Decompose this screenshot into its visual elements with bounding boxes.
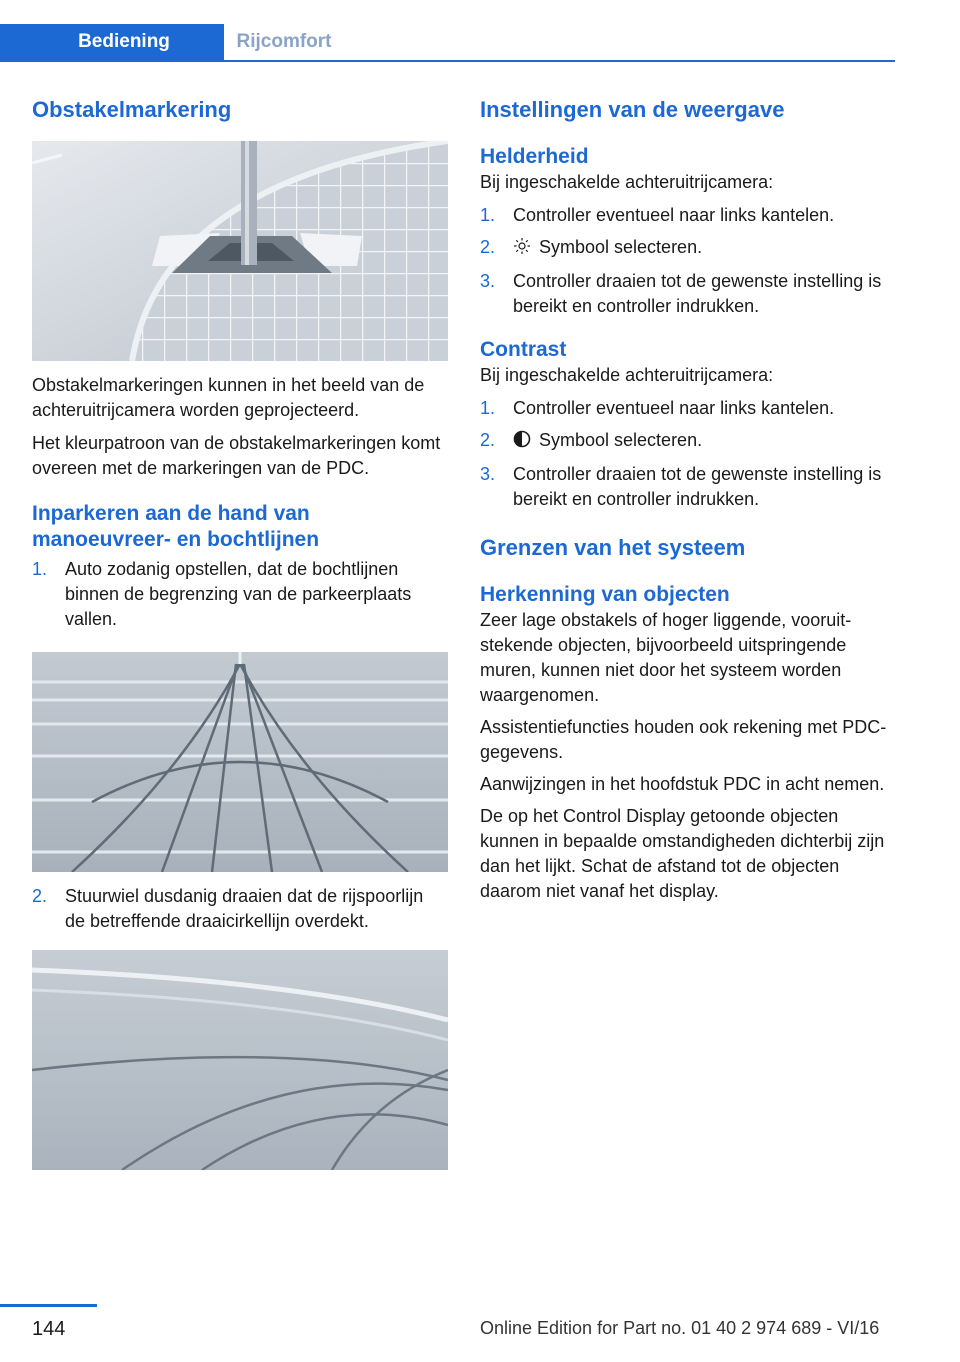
- heading-inparkeren: Inparkeren aan de hand van manoeuvreer- en bochtlijnen: [32, 502, 320, 551]
- page-number: 144: [32, 1318, 66, 1340]
- contrast-steps: [480, 396, 896, 512]
- list-item: [32, 557, 448, 632]
- step-number: 1.: [32, 559, 48, 579]
- step-number: 2.: [32, 886, 48, 906]
- page-header: [0, 0, 960, 64]
- contrast-icon: [513, 430, 531, 455]
- heading-instellingen: Instellingen van de weergave: [480, 97, 785, 122]
- step-number: 3.: [480, 464, 496, 484]
- step-text: Controller draaien tot de gewenste instelling is bereikt en controller indrukken.: [513, 271, 882, 316]
- intro-helderheid: Bij ingeschakelde achteruitrijcamera:: [480, 172, 774, 192]
- step-text: Symbool selecteren.: [539, 237, 703, 257]
- step-number: 2.: [480, 430, 496, 450]
- helderheid-steps: [480, 203, 896, 319]
- heading-obstakelmarkering: Obstakelmarkering: [32, 97, 232, 122]
- inparkeren-steps: [32, 557, 448, 632]
- heading-grenzen: Grenzen van het systeem: [480, 535, 746, 560]
- list-item: [480, 203, 896, 228]
- figure-manoeuvre-lines: [32, 652, 448, 872]
- step-text: Stuurwiel dusdanig draaien dat de rijspoorlijn de betreffende draaicirkellijn overdekt.: [65, 886, 424, 931]
- right-column: [480, 96, 896, 904]
- step-number: 3.: [480, 271, 496, 291]
- figure-obstacle-marking: [32, 141, 448, 361]
- list-item: [480, 269, 896, 319]
- paragraph-herkenning-1: Zeer lage obstakels of hoger liggende, vooruitstekende objecten, bijvoorbeeld uitspringende muren, kunnen niet door het systeem worden waargenomen.: [480, 610, 852, 705]
- tab-rijcomfort[interactable]: Rijcomfort: [236, 31, 332, 52]
- step-number: 1.: [480, 205, 496, 225]
- heading-helderheid: Helderheid: [480, 145, 589, 168]
- header-accent-bar: [0, 24, 24, 60]
- footer-accent-line: [0, 1304, 97, 1307]
- list-item: [32, 884, 448, 934]
- intro-contrast: Bij ingeschakelde achteruitrijcamera:: [480, 365, 774, 385]
- inparkeren-steps-2: [32, 884, 448, 934]
- header-divider: [0, 60, 895, 62]
- step-text: Symbool selecteren.: [539, 430, 703, 450]
- list-item: [480, 462, 896, 512]
- brightness-icon: [513, 237, 531, 262]
- left-column: [32, 96, 448, 1170]
- list-item: [480, 428, 896, 455]
- list-item: [480, 396, 896, 421]
- heading-contrast: Contrast: [480, 338, 567, 361]
- step-text: Auto zodanig opstellen, dat de bochtlijnen binnen de begrenzing van de parkeerplaats vallen.: [65, 559, 412, 629]
- tab-bediening[interactable]: Bediening: [24, 24, 224, 60]
- step-text: Controller eventueel naar links kantelen.: [513, 205, 835, 225]
- step-text: Controller eventueel naar links kantelen.: [513, 398, 835, 418]
- edition-text: Online Edition for Part no. 01 40 2 974 689 - VI/16: [480, 1318, 880, 1338]
- paragraph-obstakel-2: Het kleurpatroon van de obstakelmarkeringen komt overeen met de markeringen van de PDC.: [32, 433, 441, 478]
- paragraph-obstakel-1: Obstakelmarkeringen kunnen in het beeld van de achteruitrijcamera worden geprojecteerd.: [32, 375, 425, 420]
- paragraph-herkenning-4: De op het Control Display getoonde objecten kunnen in bepaalde omstandigheden dichterbij zijn dan het lijkt. Schat de afstand tot de objecten daarom niet vanaf het display.: [480, 806, 885, 901]
- figure-turning-circle: [32, 950, 448, 1170]
- step-text: Controller draaien tot de gewenste instelling is bereikt en controller indrukken.: [513, 464, 882, 509]
- step-number: 2.: [480, 237, 496, 257]
- step-number: 1.: [480, 398, 496, 418]
- paragraph-herkenning-3: Aanwijzingen in het hoofdstuk PDC in acht nemen.: [480, 774, 885, 794]
- list-item: [480, 235, 896, 262]
- heading-herkenning: Herkenning van objecten: [480, 583, 730, 606]
- paragraph-herkenning-2: Assistentiefuncties houden ook rekening met PDC-gegevens.: [480, 717, 887, 762]
